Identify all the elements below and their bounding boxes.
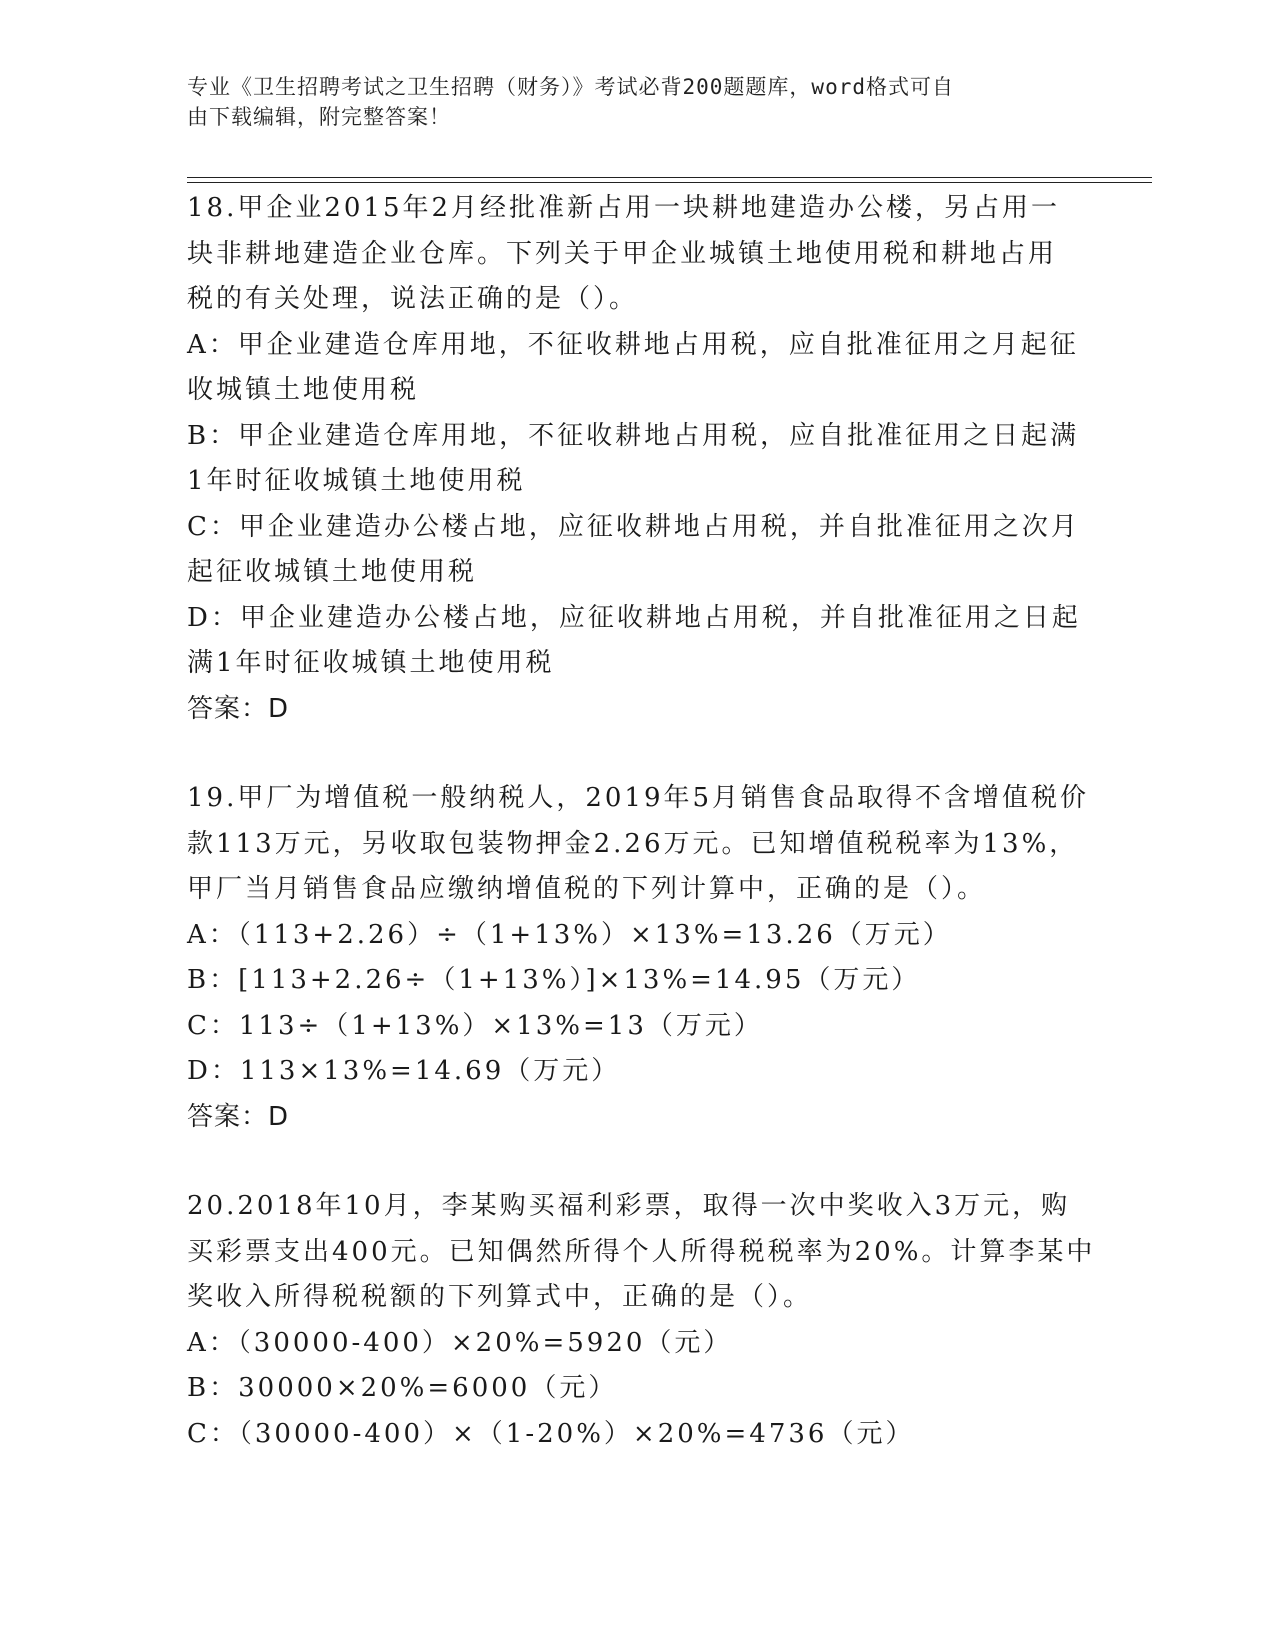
option-b-line: 1年时征收城镇土地使用税 [187,466,526,496]
question-stem-line: 款113万元，另收取包装物押金2.26万元。已知增值税税率为13%， [187,828,1079,859]
question-stem-line: 块非耕地建造企业仓库。下列关于甲企业城镇土地使用税和耕地占用 [187,238,1058,269]
option-c-line: C：113÷（1+13%）×13%=13（万元） [187,1010,763,1041]
question-18 [187,186,1087,732]
option-b-line: B：30000×20%=6000（元） [187,1373,618,1403]
option-a-line: A：（30000-400）×20%=5920（元） [187,1327,733,1358]
option-c-line: C：甲企业建造办公楼占地，应征收耕地占用税，并自批准征用之次月 [187,511,1080,542]
answer-label: 答案：D [187,1101,290,1132]
document-header [187,72,1067,132]
header-line: 专业《卫生招聘考试之卫生招聘（财务）》考试必背200题题库，word格式可自 [187,75,954,99]
option-d-line: D：甲企业建造办公楼占地，应征收耕地占用税，并自批准征用之日起 [187,602,1081,633]
question-stem-line: 买彩票支出400元。已知偶然所得个人所得税税率为20%。计算李某中 [187,1236,1096,1267]
option-d-line: D：113×13%=14.69（万元） [187,1056,621,1086]
option-a-line: A：（113+2.26）÷（1+13%）×13%=13.26（万元） [187,919,952,950]
question-stem-line: 18.甲企业2015年2月经批准新占用一块耕地建造办公楼，另占用一 [187,193,1061,223]
option-a-line: 收城镇土地使用税 [187,375,420,405]
option-c-line: 起征收城镇土地使用税 [187,557,478,587]
question-stem-line: 税的有关处理，说法正确的是（）。 [187,284,639,314]
option-d-line: 满1年时征收城镇土地使用税 [187,648,555,678]
question-20 [187,1184,1096,1457]
question-19 [187,776,1090,1140]
option-b-line: B：甲企业建造仓库用地，不征收耕地占用税，应自批准征用之日起满 [187,420,1080,451]
option-c-line: C：（30000-400）×（1-20%）×20%=4736（元） [187,1418,915,1449]
answer-label: 答案：D [187,693,290,724]
option-a-line: A：甲企业建造仓库用地，不征收耕地占用税，应自批准征用之月起征 [187,329,1079,360]
question-stem-line: 19.甲厂为增值税一般纳税人，2019年5月销售食品取得不含增值税价 [187,783,1090,813]
question-stem-line: 甲厂当月销售食品应缴纳增值税的下列计算中，正确的是（）。 [187,874,987,904]
header-divider-bottom [187,182,1152,183]
question-list [187,186,1096,1457]
option-b-line: B：[113+2.26÷（1+13%）]×13%=14.95（万元） [187,965,921,995]
question-stem-line: 奖收入所得税税额的下列算式中，正确的是（）。 [187,1282,813,1312]
header-divider-top [187,177,1152,178]
header-line: 由下载编辑，附完整答案！ [187,105,451,129]
question-stem-line: 20.2018年10月，李某购买福利彩票，取得一次中奖收入3万元，购 [187,1191,1071,1221]
